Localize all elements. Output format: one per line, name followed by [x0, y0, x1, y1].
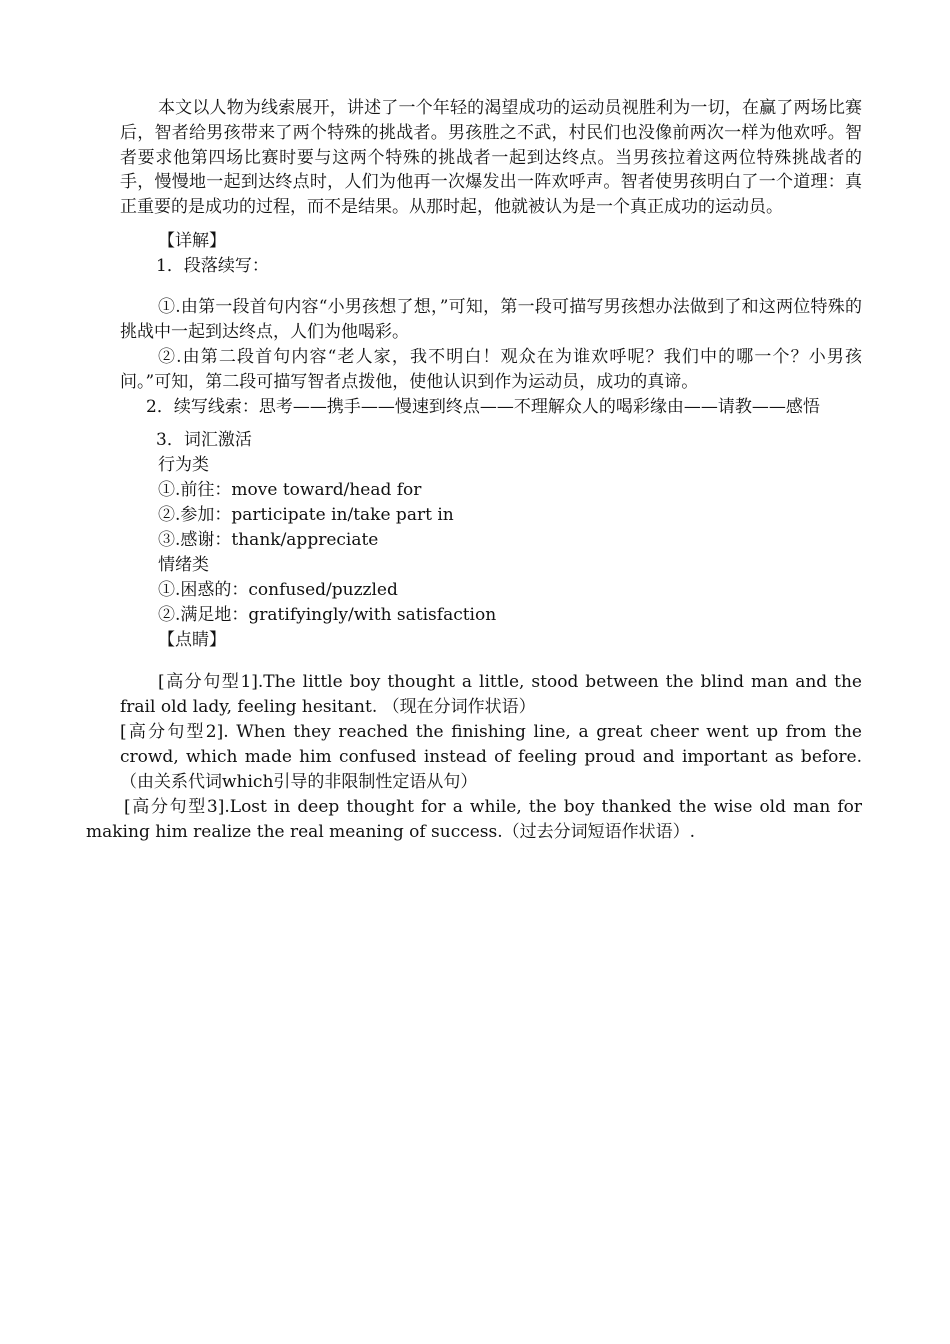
vocab-item: ②.参加：participate in/take part in: [158, 505, 454, 525]
vocab-item: ①.前往：move toward/head for: [158, 480, 422, 500]
vocab-item: ③.感谢：thank/appreciate: [158, 530, 379, 550]
detail-heading: 【详解】: [158, 231, 226, 251]
continuation-item-2: ②.由第二段首句内容“老人家，我不明白！观众在为谁欢呼呢？我们中的哪一个？小男孩问。”可知，第二段可描写智者点拨他，使他认识到作为运动员，成功的真谛。: [120, 347, 862, 392]
sentence-pattern-3: [高分句型3].Lost in deep thought for a while, the boy thanked the wise old man for making him realize the real meaning of success.（过去分词短语作状语）.: [86, 797, 862, 842]
vocab-item: ②.满足地：gratifyingly/with satisfaction: [158, 605, 497, 625]
sentence-pattern-1: [高分句型1].The little boy thought a little, stood between the blind man and the frail old lady, feeling hesitant. （现在分词作状语）: [120, 672, 862, 717]
highlight-heading: 【点睛】: [158, 630, 226, 650]
emotion-label: 情绪类: [158, 555, 209, 575]
vocab-item: ①.困惑的：confused/puzzled: [158, 580, 398, 600]
clues-line: 2．续写线索：思考——携手——慢速到终点——不理解众人的喝彩缘由——请教——感悟: [146, 397, 820, 417]
sentence-pattern-2: [高分句型2]. When they reached the finishing line, a great cheer went up from the crowd, which made him confused instead of feeling proud and important as before. （由关系代词which引导的非限制性定语从句）: [120, 722, 862, 792]
behavior-label: 行为类: [158, 455, 209, 475]
continuation-item-1: ①.由第一段首句内容“小男孩想了想，”可知，第一段可描写男孩想办法做到了和这两位特殊的挑战中一起到达终点，人们为他喝彩。: [120, 297, 862, 342]
continuation-title: 1．段落续写：: [156, 256, 269, 276]
vocab-title: 3．词汇激活: [156, 430, 252, 450]
summary-paragraph: 本文以人物为线索展开，讲述了一个年轻的渴望成功的运动员视胜利为一切，在赢了两场比赛后，智者给男孩带来了两个特殊的挑战者。男孩胜之不武，村民们也没像前两次一样为他欢呼。智者要求他第四场比赛时要与这两个特殊的挑战者一起到达终点。当男孩拉着这两位特殊挑战者的手，慢慢地一起到达终点时，人们为他再一次爆发出一阵欢呼声。智者使男孩明白了一个道理：真正重要的是成功的过程，而不是结果。从那时起，他就被认为是一个真正成功的运动员。: [120, 98, 862, 218]
